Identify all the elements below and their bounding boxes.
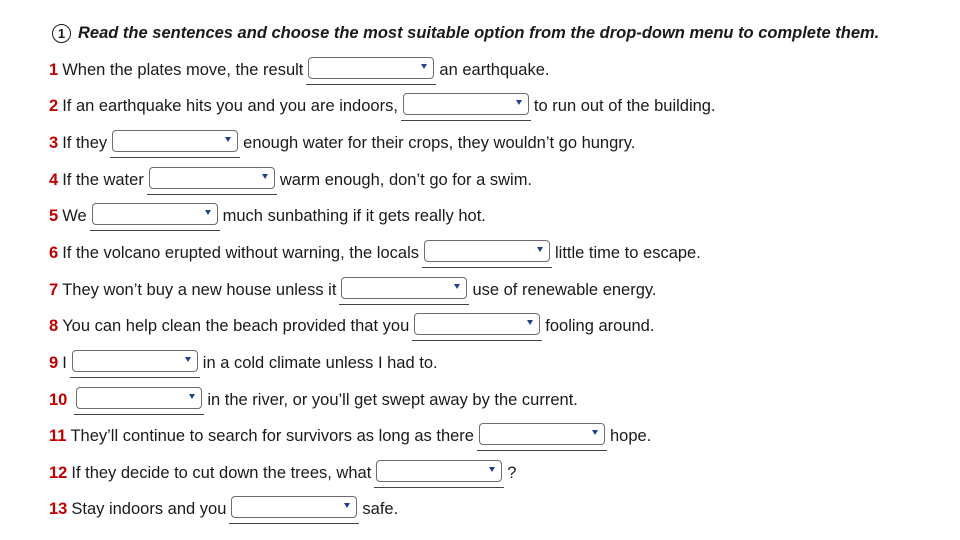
circled-number-icon: 1 — [52, 24, 71, 43]
sentence-text-before: I — [62, 353, 67, 372]
answer-slot — [110, 129, 240, 158]
caret-down-icon — [489, 467, 495, 472]
sentence-row — [49, 386, 578, 414]
caret-down-icon — [537, 247, 543, 252]
answer-dropdown[interactable] — [149, 167, 275, 189]
sentence-text-after: in the river, or you’ll get swept away by the current. — [207, 390, 578, 409]
sentence-number: 4 — [49, 170, 59, 189]
answer-slot — [229, 495, 359, 524]
instruction-text: Read the sentences and choose the most suitable option from the drop-down menu to complete them. — [78, 23, 880, 42]
answer-dropdown[interactable] — [231, 496, 357, 518]
sentence-number: 2 — [49, 96, 59, 115]
sentence-text-before: If the water — [62, 170, 144, 189]
sentence-text-after: in a cold climate unless I had to. — [202, 353, 438, 372]
sentence-text-after: hope. — [609, 426, 652, 445]
caret-down-icon — [185, 357, 191, 362]
sentence-row — [49, 92, 716, 120]
sentence-row — [49, 459, 516, 487]
sentence-number: 5 — [49, 206, 59, 225]
answer-dropdown[interactable] — [403, 93, 529, 115]
sentence-text-after: safe. — [362, 499, 399, 518]
answer-dropdown[interactable] — [341, 277, 467, 299]
sentence-text-after: warm enough, don’t go for a swim. — [279, 170, 533, 189]
sentence-text-after: to run out of the building. — [533, 96, 716, 115]
sentence-text-before: You can help clean the beach provided that you — [62, 316, 410, 335]
answer-dropdown[interactable] — [414, 313, 540, 335]
sentence-text-after: an earthquake. — [439, 60, 550, 79]
answer-slot — [412, 312, 542, 341]
sentence-number: 9 — [49, 353, 59, 372]
sentence-text-before: If the volcano erupted without warning, the locals — [62, 243, 419, 262]
sentence-row — [49, 349, 438, 377]
answer-dropdown[interactable] — [92, 203, 218, 225]
sentence-row — [49, 276, 657, 304]
sentence-text-before: We — [62, 206, 87, 225]
sentence-row — [49, 239, 701, 267]
caret-down-icon — [592, 430, 598, 435]
answer-slot — [422, 239, 552, 268]
sentence-text-before: They’ll continue to search for survivors as long as there — [70, 426, 474, 445]
sentence-number: 8 — [49, 316, 59, 335]
sentence-row — [49, 202, 486, 230]
sentence-number: 6 — [49, 243, 59, 262]
answer-slot — [477, 422, 607, 451]
answer-slot — [70, 349, 200, 378]
sentence-text-after: enough water for their crops, they wouldn’t go hungry. — [243, 133, 636, 152]
sentence-row — [49, 422, 651, 450]
answer-dropdown[interactable] — [112, 130, 238, 152]
answer-slot — [339, 276, 469, 305]
caret-down-icon — [421, 64, 427, 69]
caret-down-icon — [527, 320, 533, 325]
caret-down-icon — [344, 503, 350, 508]
answer-slot — [401, 92, 531, 121]
sentence-text-before: If they — [62, 133, 108, 152]
sentence-text-before: When the plates move, the result — [62, 60, 304, 79]
answer-slot — [90, 202, 220, 231]
sentence-number: 12 — [49, 463, 68, 482]
sentence-row — [49, 495, 398, 523]
answer-dropdown[interactable] — [479, 423, 605, 445]
sentence-number: 7 — [49, 280, 59, 299]
sentence-number: 3 — [49, 133, 59, 152]
answer-slot — [74, 386, 204, 415]
sentence-text-after: little time to escape. — [554, 243, 701, 262]
caret-down-icon — [516, 100, 522, 105]
sentence-number: 11 — [49, 426, 67, 445]
sentence-row — [49, 166, 532, 194]
caret-down-icon — [205, 210, 211, 215]
sentence-number: 10 — [49, 390, 68, 409]
answer-dropdown[interactable] — [76, 387, 202, 409]
answer-dropdown[interactable] — [72, 350, 198, 372]
sentence-number: 1 — [49, 60, 59, 79]
caret-down-icon — [454, 284, 460, 289]
answer-dropdown[interactable] — [376, 460, 502, 482]
answer-dropdown[interactable] — [424, 240, 550, 262]
sentence-number: 13 — [49, 499, 68, 518]
sentence-text-after: ? — [507, 463, 517, 482]
instruction-heading — [52, 21, 879, 45]
sentence-text-before: Stay indoors and you — [71, 499, 227, 518]
sentence-row — [49, 129, 635, 157]
sentence-text-after: much sunbathing if it gets really hot. — [222, 206, 486, 225]
answer-dropdown[interactable] — [308, 57, 434, 79]
sentence-text-after: use of renewable energy. — [472, 280, 657, 299]
answer-slot — [374, 459, 504, 488]
sentence-text-before: If they decide to cut down the trees, what — [71, 463, 372, 482]
caret-down-icon — [189, 394, 195, 399]
answer-slot — [306, 56, 436, 85]
caret-down-icon — [262, 174, 268, 179]
sentence-text-after: fooling around. — [545, 316, 655, 335]
sentence-row — [49, 56, 550, 84]
sentence-row — [49, 312, 654, 340]
sentence-text-before: They won’t buy a new house unless it — [62, 280, 337, 299]
sentence-text-before: If an earthquake hits you and you are indoors, — [62, 96, 398, 115]
answer-slot — [147, 166, 277, 195]
caret-down-icon — [225, 137, 231, 142]
